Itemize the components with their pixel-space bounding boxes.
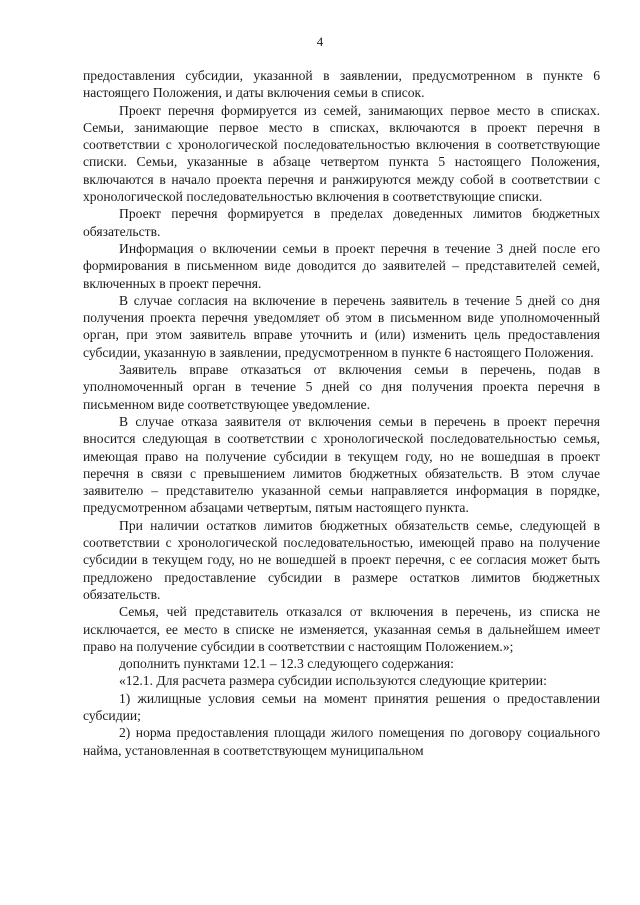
paragraph: дополнить пунктами 12.1 – 12.3 следующего содержания: [119,656,454,672]
paragraph: В случае согласия на включение в перечень заявитель в течение 5 дней со дня получения проекта перечня уведомляет об этом в письменном виде уполномоченный орган, при этом заявитель вправе уточнить и (или) изменить цель предоставления субсидии, указанную в заявлении, предусмотренном в пункте 6 настоящего Положения. [83,292,600,360]
paragraph: предоставления субсидии, указанной в заявлении, предусмотренном в пункте 6 настоящего Положения, и даты включения семьи в список. [83,68,600,101]
paragraph: Проект перечня формируется в пределах доведенных лимитов бюджетных обязательств. [83,206,600,239]
page-number: 4 [316,34,324,49]
paragraph: 2) норма предоставления площади жилого помещения по договору социального найма, установленная в соответствующем муниципальном [83,725,600,758]
paragraph: Информация о включении семьи в проект перечня в течение 3 дней после его формирования в письменном виде доводится до заявителей – представителей семей, включенных в проект перечня. [83,240,600,291]
paragraph: При наличии остатков лимитов бюджетных обязательств семье, следующей в соответствии с хронологической последовательностью, имеющей право на получение субсидии в текущем году, но не вошедшей в проект перечня, с ее согласия может быть предложено предоставление субсидии в размере остатков лимитов бюджетных обязательств. [83,517,600,602]
paragraph: «12.1. Для расчета размера субсидии используются следующие критерии: [119,673,547,689]
document-body [83,67,600,759]
paragraph: Проект перечня формируется из семей, занимающих первое место в списках. Семьи, занимающие первое место в списках, включаются в проект перечня в соответствии с хронологической последовательностью включения в соответствующие списки. Семьи, указанные в абзаце четвертом пункта 5 настоящего Положения, включаются в начало проекта перечня и ранжируются между собой в соответствии с хронологической последовательностью включения в соответствующие списки. [83,102,600,205]
paragraph: Семья, чей представитель отказался от включения в перечень, из списка не исключается, ее место в списке не изменяется, указанная семья в дальнейшем имеет право на получение субсидии в соответствии с настоящим Положением.»; [83,604,600,654]
paragraph: 1) жилищные условия семьи на момент принятия решения о предоставлении субсидии; [83,690,600,723]
paragraph: Заявитель вправе отказаться от включения семьи в перечень, подав в уполномоченный орган в течение 5 дней со дня получения проекта перечня в письменном виде соответствующее уведомление. [83,362,600,412]
paragraph: В случае отказа заявителя от включения семьи в перечень в проект перечня вносится следующая в соответствии с хронологической последовательностью семья, имеющая право на получение субсидии в текущем году, но не вошедшая в проект перечня в связи с превышением лимитов бюджетных обязательств. В этом случае заявителю – представителю указанной семьи направляется информация в порядке, предусмотренном абзацами четвертым, пятым настоящего пункта. [83,413,600,516]
